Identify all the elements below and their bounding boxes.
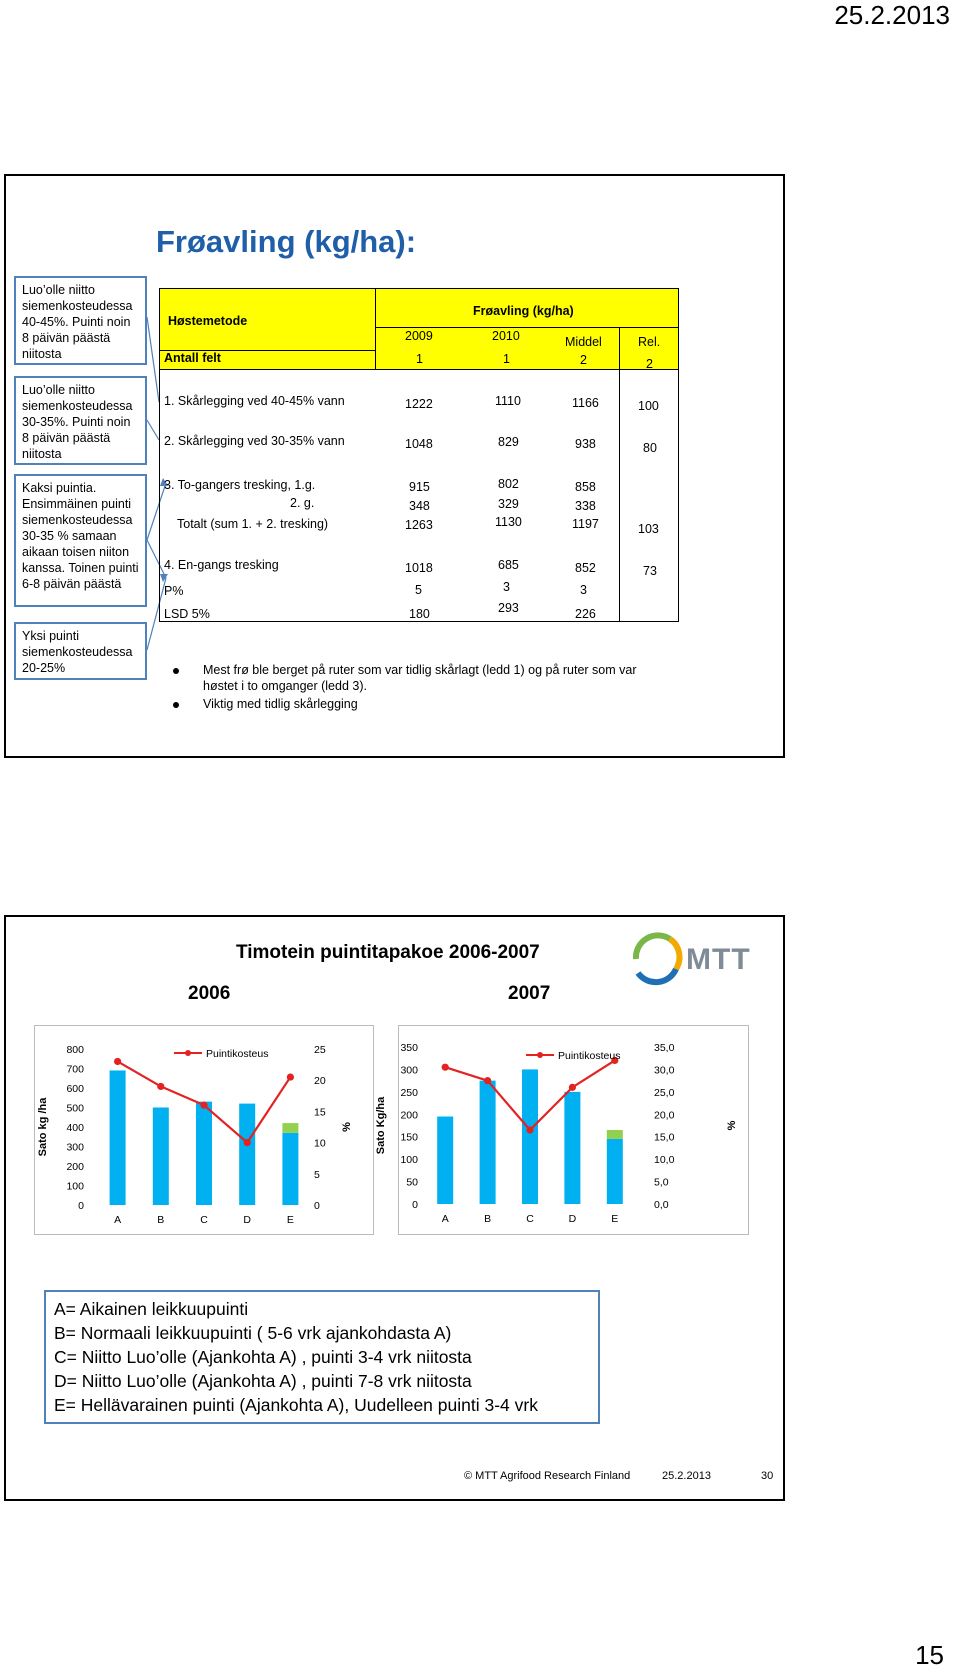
y-tick-label: 700 [66,1063,84,1076]
antall-felt-label: Antall felt [164,351,221,365]
y-tick-label: 0 [412,1199,418,1211]
bar [196,1102,212,1205]
mtt-logo-text: MTT [686,943,751,976]
page-number: 15 [915,1640,944,1670]
y-tick-label: 150 [400,1131,418,1144]
note-1: Luo’olle niitto siemenkosteudessa 40-45%. Puinti noin 8 päivän päästä niitosta [14,276,147,365]
treatment-legend [44,1290,600,1424]
bar [153,1108,169,1206]
chart-2-year: 2007 [508,983,551,1004]
row-8-label: LSD 5% [164,607,210,621]
legend-line-b: B= Normaali leikkuupuinti ( 5-6 vrk ajankohdasta A) [54,1323,452,1343]
x-tick-label: E [611,1213,619,1225]
bar-stack-top [607,1130,623,1139]
y-tick-label: 500 [66,1102,84,1115]
y-right-tick-label: 25,0 [654,1086,675,1099]
y-tick-label: 400 [66,1122,84,1134]
slide-1-title: Frøavling (kg/ha): [156,224,417,259]
bar [437,1117,453,1204]
x-tick-label: E [286,1214,294,1226]
y-tick-label: 300 [400,1064,418,1077]
y-right-axis-label: % [726,1120,738,1131]
moisture-point [569,1084,576,1091]
footer-date: 25.2.2013 [662,1470,711,1482]
y-tick-label: 300 [66,1141,84,1154]
bar [110,1070,126,1205]
chart-1 [34,1025,374,1235]
x-tick-label: A [441,1213,449,1225]
chart-2 [375,1025,749,1235]
x-tick-label: C [200,1214,208,1226]
bar [522,1069,538,1204]
y-right-tick-label: 20,0 [654,1109,675,1122]
y-tick-label: 350 [400,1042,418,1054]
row-7-label: P% [164,584,184,598]
y-axis-label: Sato Kg/ha [375,1096,387,1155]
y-right-tick-label: 0 [314,1200,320,1212]
y-right-tick-label: 15,0 [654,1131,675,1144]
y-tick-label: 0 [78,1200,84,1212]
legend-line-e: E= Hellävarainen puinti (Ajankohta A), Uudelleen puinti 3-4 vrk [54,1395,538,1415]
moisture-point [200,1102,207,1109]
bullet-dot [173,702,179,708]
year-2009: 2009 [405,329,433,343]
legend-marker [185,1050,191,1056]
y-tick-label: 100 [66,1180,84,1193]
footer-slide-number: 30 [761,1470,774,1482]
y-right-tick-label: 35,0 [654,1042,675,1054]
bullet-1: Mest frø ble berget på ruter som var tidlig skårlagt (ledd 1) og på ruter som var høstet i to omganger (ledd 3). [203,663,637,693]
y-right-tick-label: 20 [314,1075,326,1088]
x-tick-label: D [568,1213,577,1225]
page-date: 25.2.2013 [834,0,950,30]
group-header: Frøavling (kg/ha) [473,304,574,318]
row-3-label: 3. To-gangers tresking, 1.g. [164,478,316,492]
moisture-point [244,1139,251,1146]
y-tick-label: 200 [400,1109,418,1122]
y-tick-label: 250 [400,1086,418,1099]
row-5-label: Totalt (sum 1. + 2. tresking) [177,517,329,531]
x-tick-label: C [526,1213,534,1225]
chart-1-year: 2006 [188,983,231,1004]
y-tick-label: 100 [400,1154,418,1167]
slide-2-title: Timotein puintitapakoe 2006-2007 [236,942,540,963]
bar [564,1092,580,1204]
y-right-tick-label: 30,0 [654,1064,675,1077]
y-right-tick-label: 15 [314,1106,326,1119]
moisture-point [157,1083,164,1090]
note-4: Yksi puinti siemenkosteudessa 20-25% [14,622,147,680]
moisture-point [484,1077,491,1084]
y-tick-label: 800 [66,1044,84,1056]
y-axis-label: Sato kg /ha [37,1097,49,1157]
x-tick-label: D [243,1214,251,1226]
y-right-tick-label: 5,0 [654,1176,669,1189]
moisture-point [287,1073,294,1080]
y-right-tick-label: 0,0 [654,1199,669,1211]
moisture-point [442,1064,449,1071]
bar [239,1104,255,1205]
moisture-point [114,1058,121,1065]
x-tick-label: B [484,1213,492,1225]
y-right-tick-label: 10,0 [654,1154,675,1167]
legend-line-a: A= Aikainen leikkuupuinti [54,1299,249,1319]
row-1-label: 1. Skårlegging ved 40-45% vann [164,394,345,408]
legend-line-c: C= Niitto Luo’olle (Ajankohta A) , puinti 3-4 vrk niitosta [54,1347,472,1367]
y-tick-label: 50 [406,1176,418,1189]
y-right-tick-label: 25 [314,1044,326,1056]
y-tick-label: 200 [66,1161,84,1173]
legend-label: Puintikosteus [558,1050,621,1062]
y-tick-label: 600 [66,1083,84,1095]
bar [282,1133,298,1205]
y-right-tick-label: 5 [314,1168,320,1181]
x-tick-label: A [114,1214,122,1226]
year-2010: 2010 [492,329,520,343]
legend-line-d: D= Niitto Luo’olle (Ajankohta A) , puinti 7-8 vrk niitosta [54,1371,472,1391]
y-right-tick-label: 10 [314,1137,326,1150]
bar [607,1139,623,1204]
note-3: Kaksi puintia. Ensimmäinen puinti siemenkosteudessa 30-35 % samaan aikaan toisen niiton kanssa. Toinen puinti 6-8 päivän päästä [14,474,147,607]
method-header: Høstemetode [168,314,248,328]
bar-stack-top [282,1123,298,1133]
x-tick-label: B [157,1214,165,1226]
mtt-logo [628,929,762,989]
note-2: Luo’olle niitto siemenkosteudessa 30-35%. Puinti noin 8 päivän päästä niitosta [14,376,147,465]
y-right-axis-label: % [341,1122,353,1132]
legend-marker [537,1052,543,1058]
bullet-2: Viktig med tidlig skårlegging [203,697,358,711]
rel-header: Rel. [638,335,661,349]
moisture-point [526,1126,533,1133]
row-2-label: 2. Skårlegging ved 30-35% vann [164,434,345,448]
middel-header: Middel [565,335,602,349]
bullet-dot [173,668,179,674]
legend-label: Puintikosteus [206,1048,269,1060]
bar [480,1081,496,1204]
footer-org: © MTT Agrifood Research Finland [464,1470,631,1482]
row-6-label: 4. En-gangs tresking [164,558,279,572]
row-4-label: 2. g. [290,496,315,510]
